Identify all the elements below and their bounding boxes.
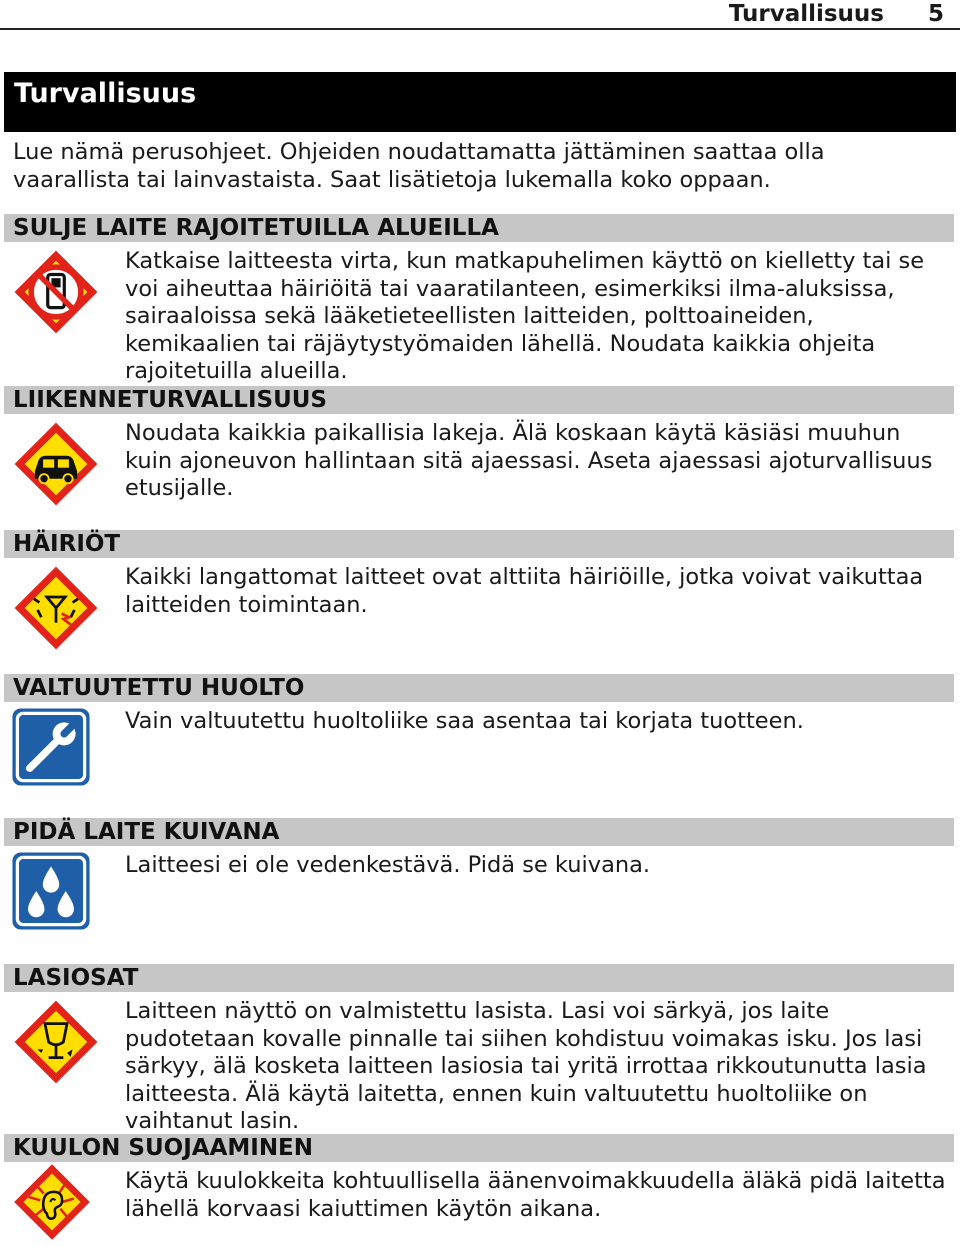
car-warning-icon	[10, 418, 102, 510]
section-heading: SULJE LAITE RAJOITETUILLA ALUEILLA	[13, 215, 499, 241]
section-heading: PIDÄ LAITE KUIVANA	[13, 819, 280, 845]
section-heading: VALTUUTETTU HUOLTO	[13, 675, 305, 701]
section-heading: KUULON SUOJAAMINEN	[13, 1135, 314, 1161]
section-heading-bar	[4, 386, 954, 414]
running-head-title: Turvallisuus	[728, 1, 884, 27]
section-heading-bar	[4, 964, 954, 992]
section-text: Kaikki langattomat laitteet ovat alttiita häiriöille, jotka voivat vaikuttaa laitteiden toimintaan.	[125, 564, 924, 618]
section-heading-bar	[4, 214, 954, 242]
section-text: Laitteesi ei ole vedenkestävä. Pidä se kuivana.	[125, 852, 651, 878]
interference-warning-icon	[10, 562, 102, 654]
chapter-title: Turvallisuus	[14, 78, 197, 109]
section-text: Noudata kaikkia paikallisia lakeja. Älä koskaan käytä käsiäsi muuhun kuin ajoneuvon hallintaan sitä ajaessasi. Aseta ajaessasi ajoturvallisuus etusijalle.	[125, 420, 933, 501]
section-text: Katkaise laitteesta virta, kun matkapuhelimen käyttö on kielletty tai se voi aiheuttaa häiriöitä tai vaaratilanteen, esimerkiksi ilma-aluksissa, sairaaloissa sekä lääketieteellisten laitteiden, polttoaineiden, kemikaalien tai räjäytystyömaiden lähellä. Noudata kaikkia ohjeita rajoitetuilla alueilla.	[125, 248, 925, 384]
section-text: Vain valtuutettu huoltoliike saa asentaa tai korjata tuotteen.	[125, 708, 804, 734]
section-heading: LASIOSAT	[13, 965, 139, 991]
running-head	[0, 0, 960, 30]
section-heading: HÄIRIÖT	[13, 531, 121, 557]
wrench-icon	[10, 706, 92, 788]
section-text: Laitteen näyttö on valmistettu lasista. Lasi voi särkyä, jos laite pudotetaan kovalle pinnalle tai siihen kohdistuu voimakas isku. Jos lasi särkyy, älä kosketa laitteen lasiosia tai yritä irrottaa rikkoutunutta lasia laitteesta. Älä käytä laitetta, ennen kuin valtuutettu huoltoliike on vaihtanut lasin.	[125, 998, 927, 1134]
broken-glass-warning-icon	[10, 996, 102, 1088]
section-heading: LIIKENNETURVALLISUUS	[13, 387, 327, 413]
section-heading-bar	[4, 818, 954, 846]
section-heading-bar	[4, 1134, 954, 1162]
no-phone-icon	[10, 246, 102, 338]
section-text: Käytä kuulokkeita kohtuullisella äänenvoimakkuudella äläkä pidä laitetta lähellä korvaasi kaiuttimen käytön aikana.	[125, 1168, 946, 1222]
water-drops-icon	[10, 850, 92, 932]
section-heading-bar	[4, 674, 954, 702]
chapter-title-bar	[4, 72, 956, 132]
hearing-warning-icon	[10, 1160, 94, 1244]
page-number: 5	[927, 1, 944, 27]
section-heading-bar	[4, 530, 954, 558]
intro-paragraph: Lue nämä perusohjeet. Ohjeiden noudattamatta jättäminen saattaa olla vaarallista tai lainvastaista. Saat lisätietoja lukemalla koko oppaan.	[13, 139, 825, 193]
